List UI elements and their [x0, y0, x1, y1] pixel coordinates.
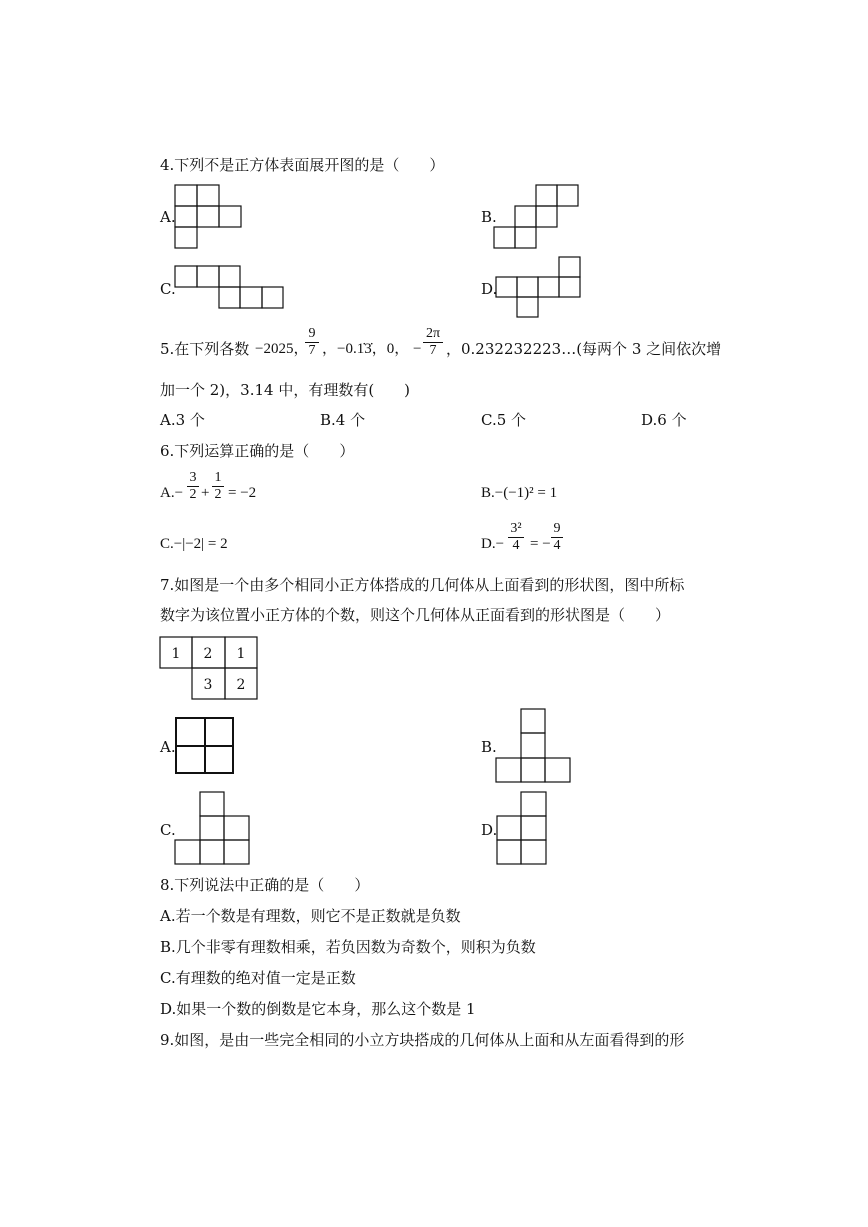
- q6-d-fraction2-numerator: 9: [553, 521, 561, 536]
- q7-stem-line1: 7.如图是一个由多个相同小正方体搭成的几何体从上面看到的形状图，图中所标: [160, 576, 685, 594]
- q6-d-fraction1-numerator: 3²: [510, 521, 522, 536]
- q9-stem: 9.如图，是由一些完全相同的小立方块搭成的几何体从上面和从左面看得到的形: [160, 1031, 685, 1049]
- q7-option-b-label[interactable]: B.: [481, 738, 497, 756]
- q6-d-fraction1-denominator: 4: [512, 538, 520, 553]
- q5-fraction-9-7: [304, 326, 320, 359]
- q5-number-3: ，0.232232223…(每两个 3 之间依次增: [446, 340, 722, 358]
- q5-stem-line2: 加一个 2)，3.14 中，有理数有( ): [160, 381, 411, 399]
- q7-option-d-label[interactable]: D.: [481, 821, 498, 839]
- q5-fraction2-numerator: 2π: [425, 326, 441, 341]
- q5-fraction2-denominator: 7: [429, 343, 437, 358]
- q7-top-view-grid: [158, 635, 262, 701]
- q4-option-c-label[interactable]: C.: [160, 280, 176, 298]
- q6-a-fraction2-numerator: 1: [214, 470, 222, 485]
- q5-fraction1-denominator: 7: [308, 343, 316, 358]
- q6-a-result: = −2: [228, 485, 257, 501]
- q5-fraction1-numerator: 9: [308, 326, 316, 341]
- q4-option-d-net: [494, 255, 584, 321]
- q4-option-c-net: [173, 264, 287, 310]
- q7-grid-cell-4: 3: [203, 677, 213, 693]
- q5-option-a[interactable]: A.3 个: [160, 411, 205, 429]
- q4-option-d-label[interactable]: D.: [481, 280, 498, 298]
- q8-stem: 8.下列说法中正确的是（ ）: [160, 876, 370, 894]
- q7-option-a-view: [174, 716, 236, 776]
- q7-option-a-label[interactable]: A.: [160, 738, 176, 756]
- q7-option-d-view: [495, 790, 551, 866]
- q4-option-a-label[interactable]: A.: [160, 208, 176, 226]
- q7-option-b-view: [494, 707, 574, 785]
- q6-a-fraction1-denominator: 2: [189, 487, 197, 502]
- q5-stem-prefix: 5.在下列各数: [160, 340, 250, 358]
- q6-d-fraction-2: [550, 521, 564, 554]
- q7-grid-cell-2: 2: [203, 646, 213, 662]
- q6-option-a-prefix[interactable]: A.−: [160, 485, 184, 501]
- q8-option-c[interactable]: C.有理数的绝对值一定是正数: [160, 969, 356, 987]
- q6-option-c[interactable]: C.−|−2| = 2: [160, 536, 228, 552]
- q4-option-a-net: [172, 183, 244, 249]
- q6-d-fraction2-denominator: 4: [553, 538, 561, 553]
- q7-stem-line2: 数字为该位置小正方体的个数，则这个几何体从正面看到的形状图是（ ）: [160, 606, 671, 624]
- q7-grid-cell-3: 1: [236, 646, 246, 662]
- q5-number-1: −2025，: [255, 341, 309, 357]
- q8-option-b[interactable]: B.几个非零有理数相乘，若负因数为奇数个，则积为负数: [160, 938, 536, 956]
- q5-fraction-2pi-7: [422, 326, 444, 359]
- q7-grid-cell-1: 1: [171, 646, 181, 662]
- q8-option-d[interactable]: D.如果一个数的倒数是它本身，那么这个数是 1: [160, 1000, 476, 1018]
- q5-number-2: ，−0.1̇3̇，0，: [322, 341, 410, 357]
- q5-option-b[interactable]: B.4 个: [320, 411, 366, 429]
- q5-option-d[interactable]: D.6 个: [641, 411, 687, 429]
- q6-a-fraction-2: [211, 470, 225, 503]
- q4-stem: 4.下列不是正方体表面展开图的是（ ）: [160, 156, 445, 174]
- q6-d-fraction-1: [507, 521, 525, 554]
- q4-option-b-net: [494, 183, 584, 249]
- q7-option-c-label[interactable]: C.: [160, 821, 176, 839]
- q6-option-d-prefix[interactable]: D.−: [481, 536, 505, 552]
- q6-stem: 6.下列运算正确的是（ ）: [160, 442, 355, 460]
- q6-option-b[interactable]: B.−(−1)² = 1: [481, 485, 558, 501]
- q7-grid-cell-5: 2: [236, 677, 246, 693]
- q6-a-plus: +: [201, 485, 210, 501]
- q7-option-c-view: [173, 790, 253, 866]
- q4-option-b-label[interactable]: B.: [481, 208, 497, 226]
- q6-a-fraction-1: [186, 470, 200, 503]
- q5-fraction2-sign: −: [413, 341, 422, 357]
- q6-a-fraction1-numerator: 3: [189, 470, 197, 485]
- q6-a-fraction2-denominator: 2: [214, 487, 222, 502]
- q6-d-equals: = −: [530, 536, 551, 552]
- q8-option-a[interactable]: A.若一个数是有理数，则它不是正数就是负数: [160, 907, 461, 925]
- q5-option-c[interactable]: C.5 个: [481, 411, 527, 429]
